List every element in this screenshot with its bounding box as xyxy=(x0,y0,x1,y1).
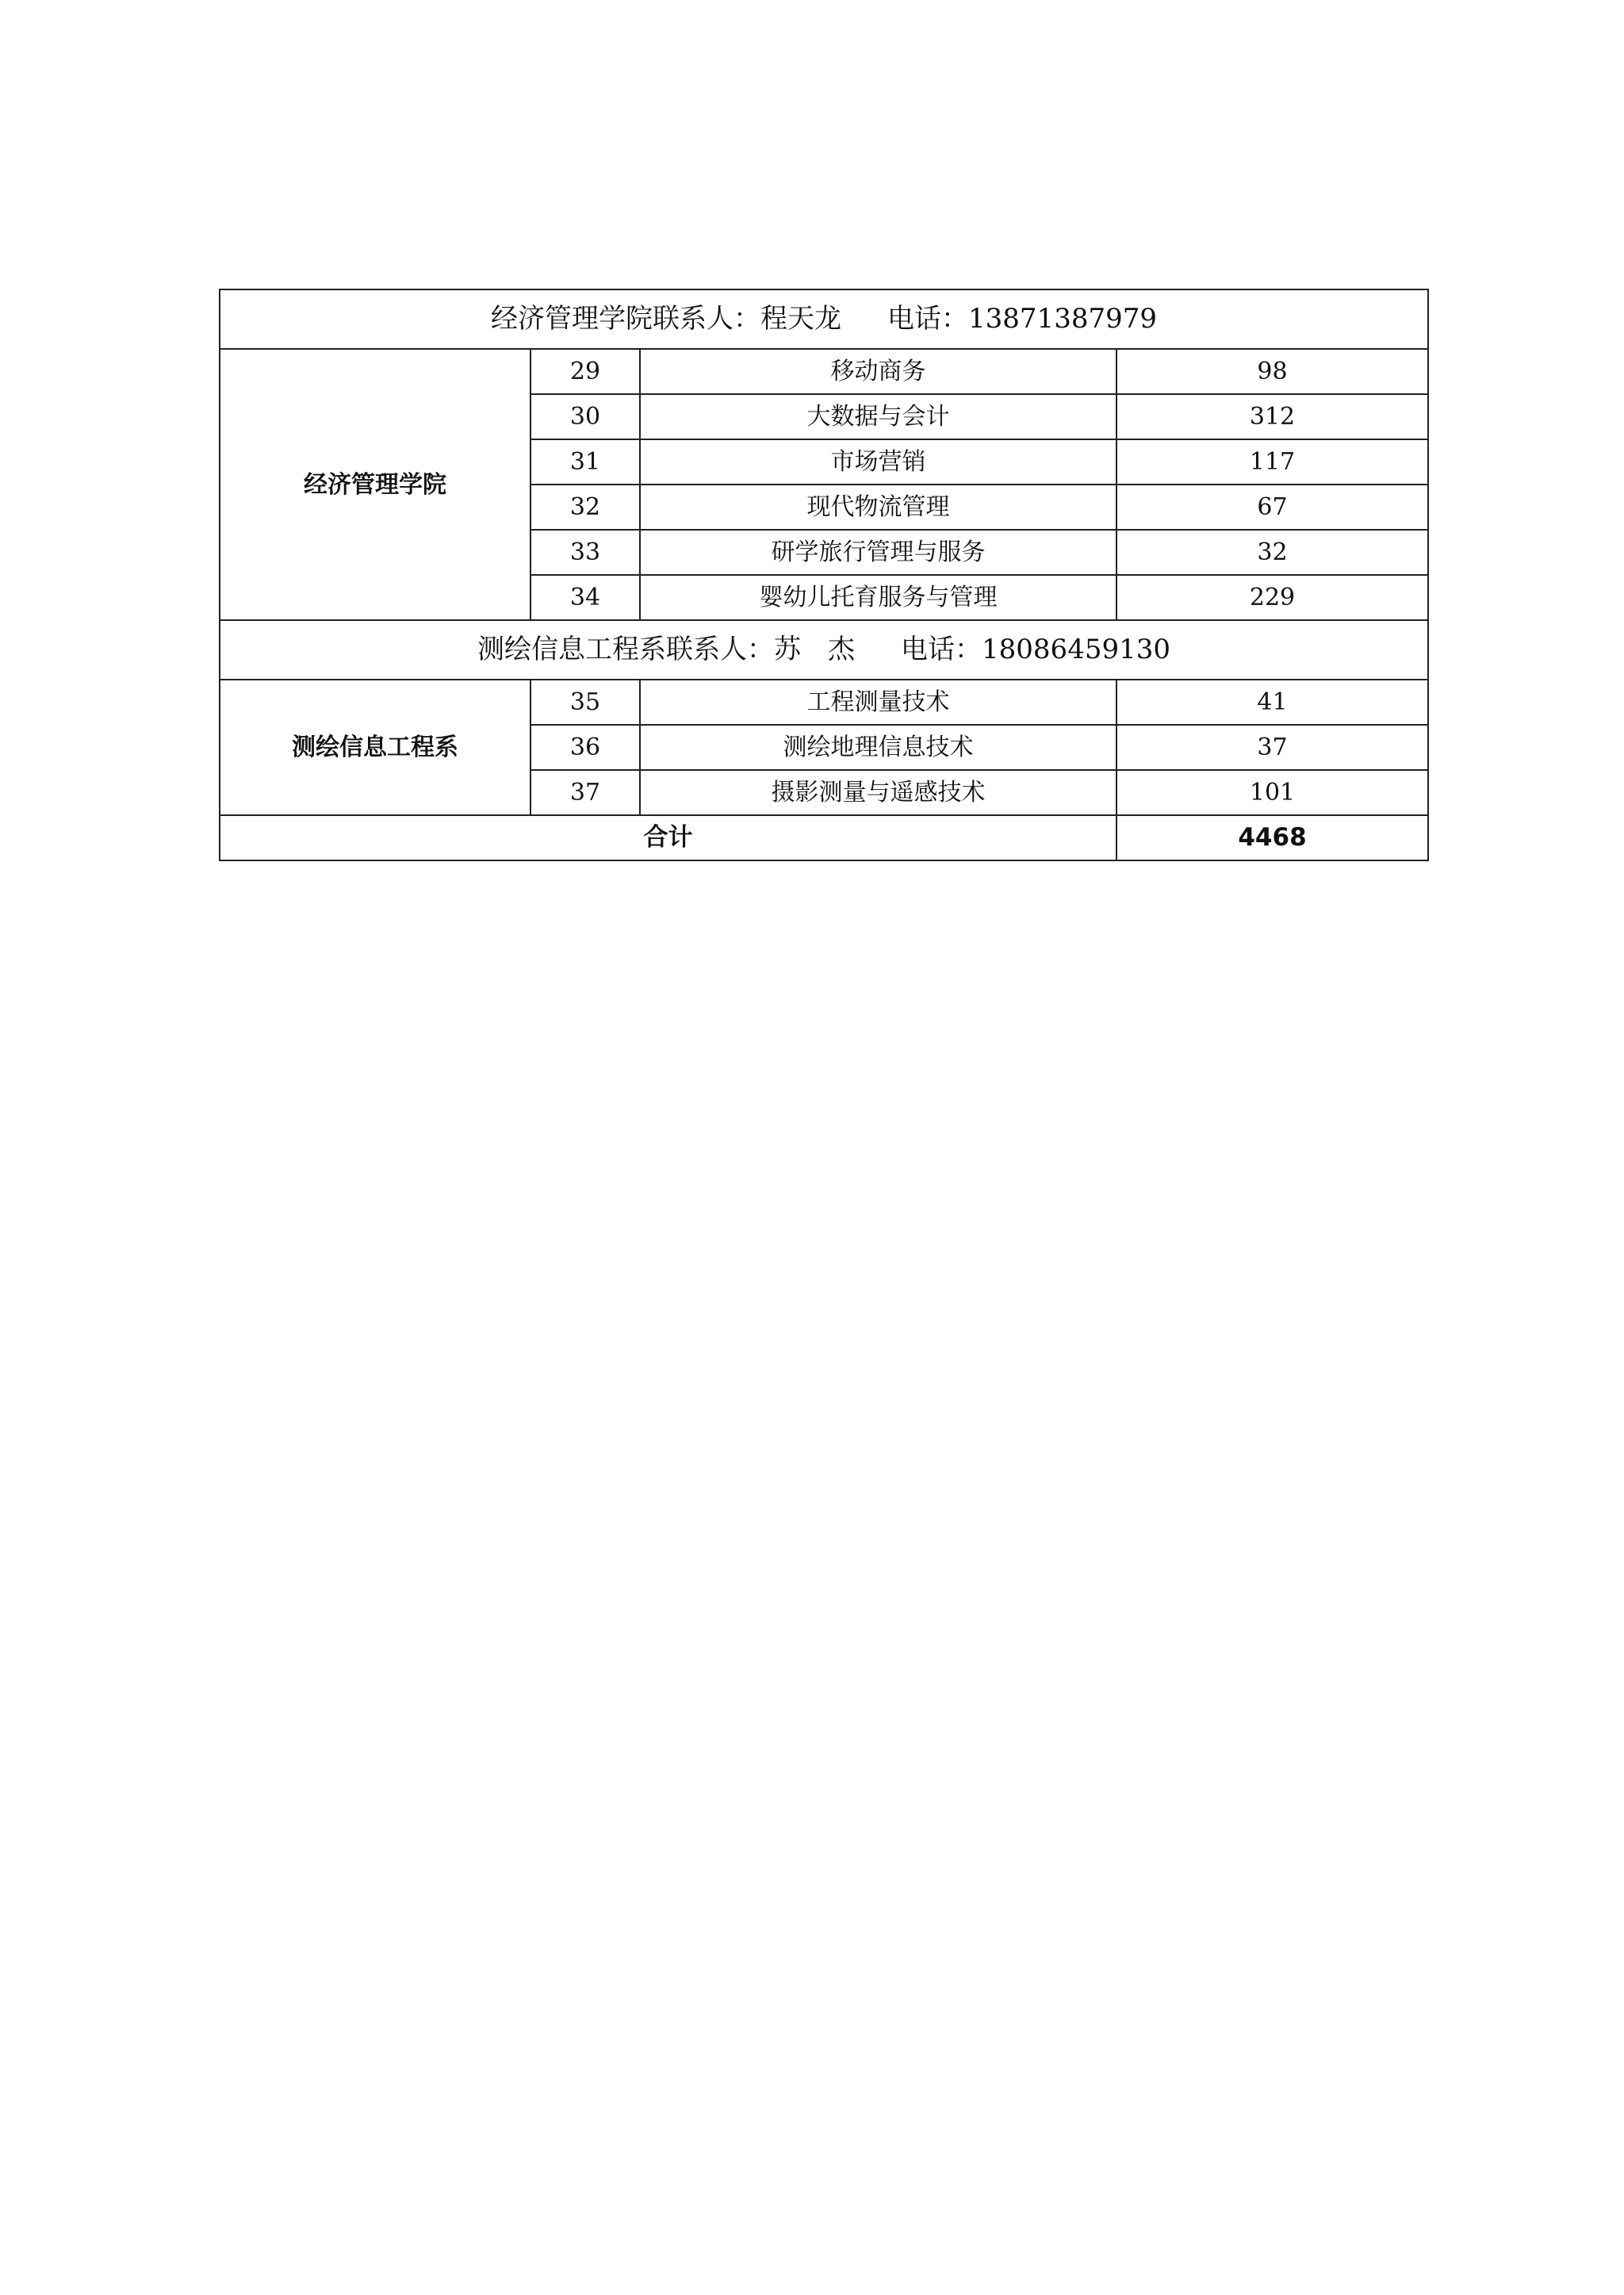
enrollment-count: 37 xyxy=(1116,725,1428,770)
department-name: 经济管理学院 xyxy=(220,349,530,620)
enrollment-count: 101 xyxy=(1116,770,1428,815)
enrollment-count: 117 xyxy=(1116,439,1428,485)
phone-number: 18086459130 xyxy=(982,633,1170,665)
row-number: 36 xyxy=(530,725,640,770)
contact-label-suffix: 杰 xyxy=(828,633,856,665)
major-name: 大数据与会计 xyxy=(640,394,1116,439)
phone-label: 电话： xyxy=(887,302,969,335)
enrollment-count: 312 xyxy=(1116,394,1428,439)
row-number: 37 xyxy=(530,770,640,815)
enrollment-count: 229 xyxy=(1116,575,1428,620)
total-label: 合计 xyxy=(220,815,1116,860)
major-name: 婴幼儿托育服务与管理 xyxy=(640,575,1116,620)
enrollment-count: 32 xyxy=(1116,530,1428,575)
contact-label: 经济管理学院联系人：程天龙 xyxy=(491,302,842,335)
row-number: 33 xyxy=(530,530,640,575)
major-name: 移动商务 xyxy=(640,349,1116,394)
enrollment-table xyxy=(219,289,1429,861)
enrollment-count: 67 xyxy=(1116,485,1428,530)
row-number: 30 xyxy=(530,394,640,439)
contact-line xyxy=(220,620,1428,680)
major-name: 摄影测量与遥感技术 xyxy=(640,770,1116,815)
table-row xyxy=(220,680,1428,725)
section-contact-row xyxy=(220,289,1428,349)
section-contact-row xyxy=(220,620,1428,680)
major-name: 测绘地理信息技术 xyxy=(640,725,1116,770)
phone-number: 13871387979 xyxy=(968,302,1157,335)
major-name: 现代物流管理 xyxy=(640,485,1116,530)
major-name: 工程测量技术 xyxy=(640,680,1116,725)
phone-label: 电话： xyxy=(901,633,982,665)
enrollment-count: 41 xyxy=(1116,680,1428,725)
major-name: 研学旅行管理与服务 xyxy=(640,530,1116,575)
row-number: 35 xyxy=(530,680,640,725)
contact-label-prefix: 测绘信息工程系联系人：苏 xyxy=(477,633,802,665)
row-number: 31 xyxy=(530,439,640,485)
row-number: 34 xyxy=(530,575,640,620)
enrollment-count: 98 xyxy=(1116,349,1428,394)
row-number: 32 xyxy=(530,485,640,530)
total-value: 4468 xyxy=(1116,815,1428,860)
row-number: 29 xyxy=(530,349,640,394)
department-name: 测绘信息工程系 xyxy=(220,680,530,815)
major-name: 市场营销 xyxy=(640,439,1116,485)
total-row xyxy=(220,815,1428,860)
contact-line xyxy=(220,289,1428,349)
table-row xyxy=(220,349,1428,394)
